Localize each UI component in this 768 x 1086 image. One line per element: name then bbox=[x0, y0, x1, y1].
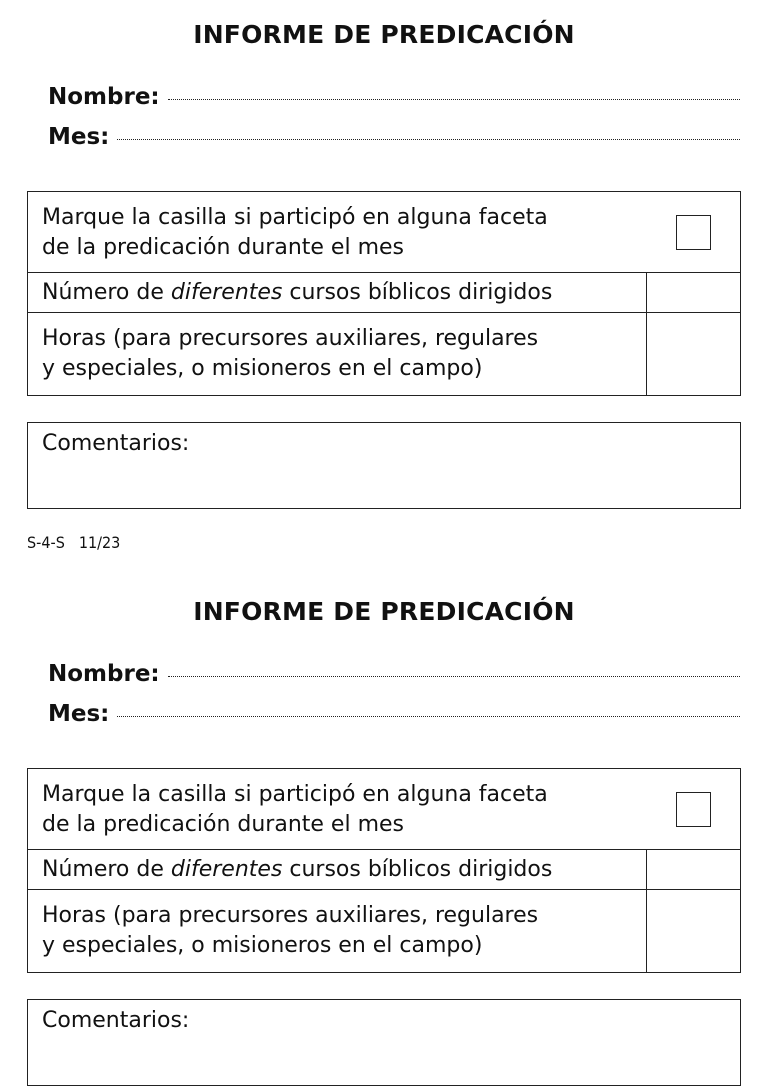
bible-studies-prefix: Número de bbox=[42, 280, 171, 305]
comments-input[interactable] bbox=[42, 463, 726, 502]
bible-studies-emphasis: diferentes bbox=[170, 857, 283, 882]
report-table bbox=[27, 191, 741, 396]
participated-cell bbox=[646, 192, 740, 272]
month-label: Mes: bbox=[48, 701, 110, 727]
bible-studies-text bbox=[28, 273, 646, 312]
hours-input-cell[interactable] bbox=[646, 313, 740, 395]
month-input-line[interactable] bbox=[117, 715, 740, 717]
name-field[interactable] bbox=[48, 661, 740, 687]
participated-text: Marque la casilla si participó en alguna faceta de la predicación durante el mes bbox=[42, 205, 548, 260]
comments-input[interactable] bbox=[42, 1040, 726, 1079]
hours-input-cell[interactable] bbox=[646, 890, 740, 972]
month-field[interactable] bbox=[48, 124, 740, 150]
bible-studies-row bbox=[28, 850, 740, 890]
comments-box[interactable] bbox=[27, 999, 741, 1086]
participated-cell bbox=[646, 769, 740, 849]
bible-studies-input[interactable] bbox=[647, 273, 740, 312]
month-field[interactable] bbox=[48, 701, 740, 727]
form-code-date: 11/23 bbox=[78, 533, 121, 552]
name-field[interactable] bbox=[48, 84, 740, 110]
hours-text: Horas (para precursores auxiliares, regulares y especiales, o misioneros en el campo) bbox=[42, 903, 539, 958]
bible-studies-text bbox=[28, 850, 646, 889]
name-label: Nombre: bbox=[48, 661, 160, 687]
hours-input[interactable] bbox=[647, 313, 740, 395]
name-label: Nombre: bbox=[48, 84, 160, 110]
month-input-line[interactable] bbox=[117, 138, 740, 140]
form-title: INFORME DE PREDICACIÓN bbox=[193, 20, 575, 49]
bible-studies-input-cell[interactable] bbox=[646, 850, 740, 889]
name-input-line[interactable] bbox=[168, 98, 740, 100]
hours-row bbox=[28, 313, 740, 395]
participated-checkbox[interactable] bbox=[676, 215, 711, 250]
month-label: Mes: bbox=[48, 124, 110, 150]
form-title: INFORME DE PREDICACIÓN bbox=[193, 597, 575, 626]
bible-studies-prefix: Número de bbox=[42, 857, 171, 882]
form-code-id: S-4-S bbox=[27, 533, 65, 552]
comments-label: Comentarios: bbox=[42, 431, 190, 456]
comments-label: Comentarios: bbox=[42, 1008, 190, 1033]
form-code bbox=[27, 533, 134, 552]
hours-text: Horas (para precursores auxiliares, regulares y especiales, o misioneros en el campo) bbox=[42, 326, 539, 381]
bible-studies-row bbox=[28, 273, 740, 313]
participated-text: Marque la casilla si participó en alguna faceta de la predicación durante el mes bbox=[42, 782, 548, 837]
hours-input[interactable] bbox=[647, 890, 740, 972]
bible-studies-suffix: cursos bíblicos dirigidos bbox=[282, 280, 553, 305]
bible-studies-input-cell[interactable] bbox=[646, 273, 740, 312]
hours-row bbox=[28, 890, 740, 972]
participated-row bbox=[28, 769, 740, 850]
name-input-line[interactable] bbox=[168, 675, 740, 677]
comments-box[interactable] bbox=[27, 422, 741, 509]
participated-checkbox[interactable] bbox=[676, 792, 711, 827]
participated-row bbox=[28, 192, 740, 273]
bible-studies-emphasis: diferentes bbox=[170, 280, 283, 305]
bible-studies-suffix: cursos bíblicos dirigidos bbox=[282, 857, 553, 882]
bible-studies-input[interactable] bbox=[647, 850, 740, 889]
report-table bbox=[27, 768, 741, 973]
